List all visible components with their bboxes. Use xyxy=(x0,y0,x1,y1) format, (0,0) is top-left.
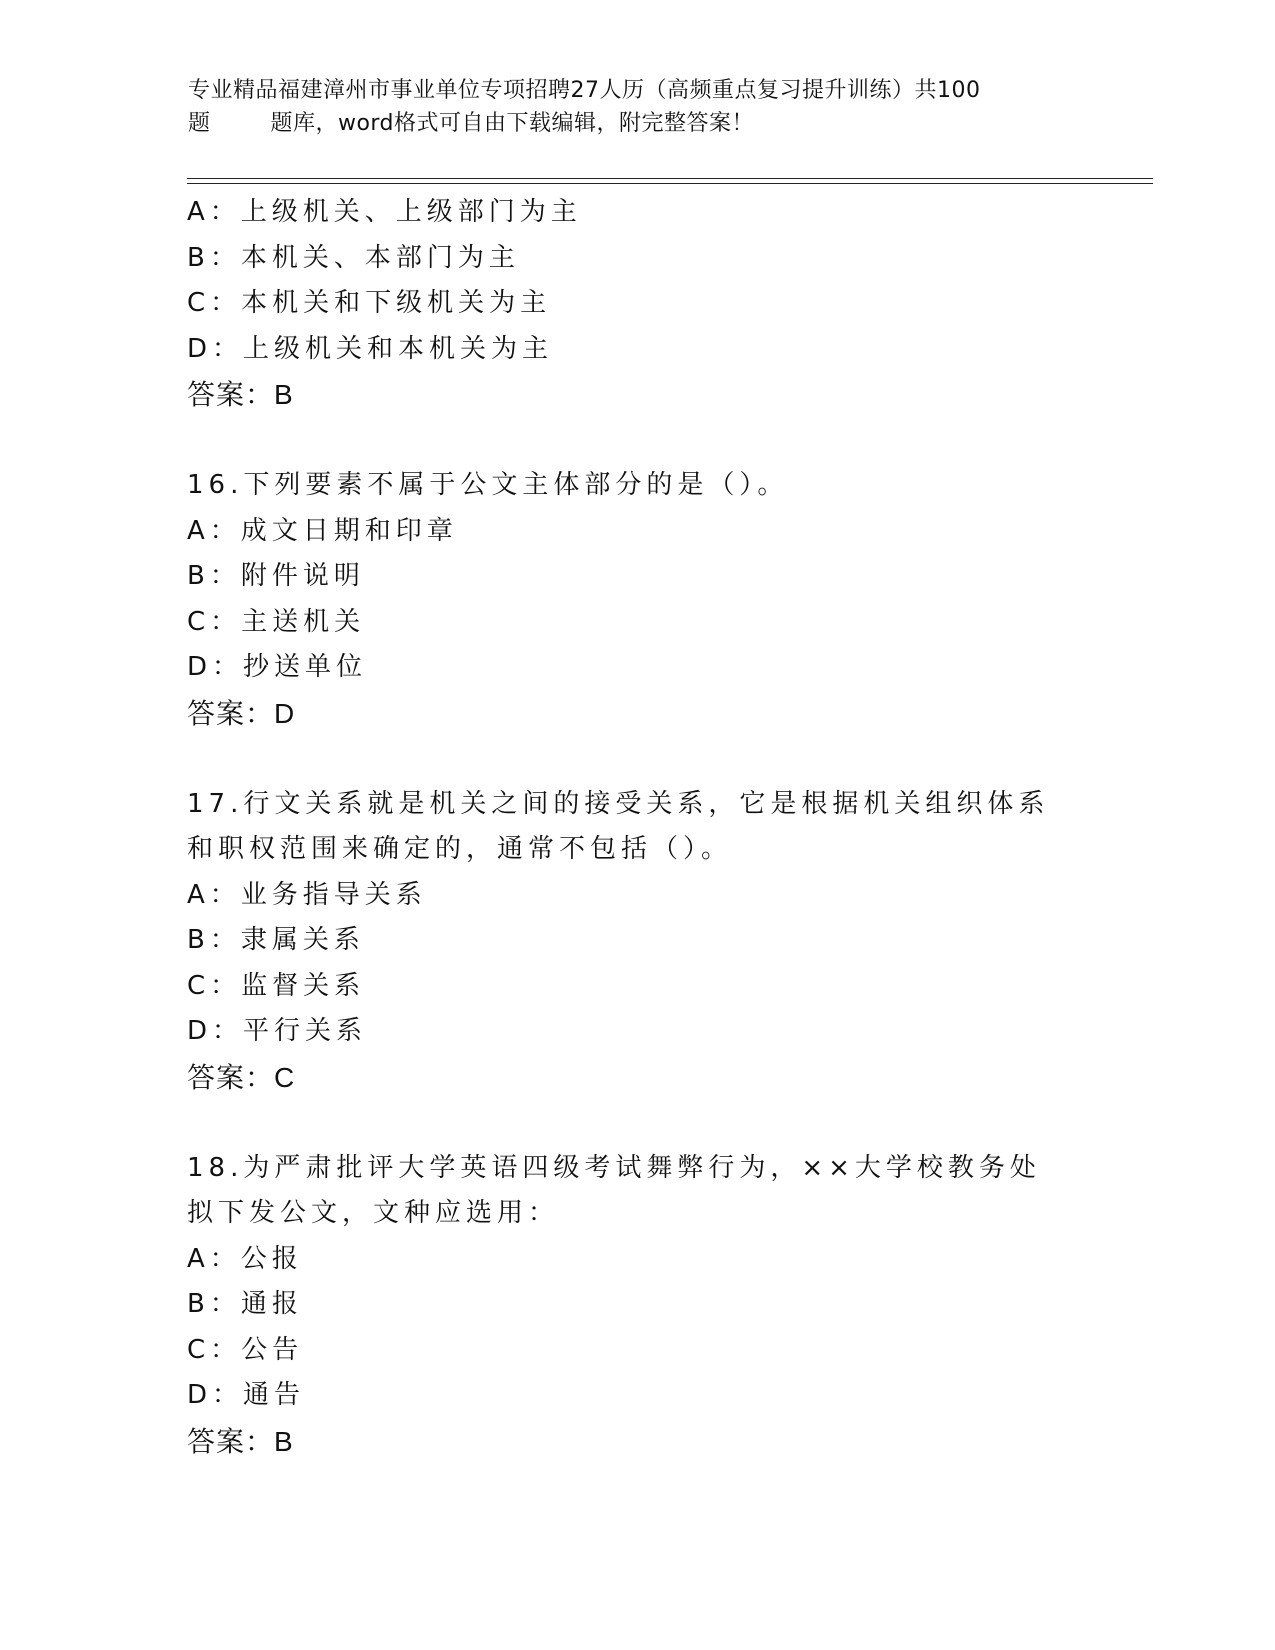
option-d: D：抄送单位 xyxy=(187,652,368,682)
answer-line: 答案：D xyxy=(187,697,296,729)
option-a: A：上级机关、上级部门为主 xyxy=(187,197,582,227)
header-divider-top xyxy=(187,178,1153,179)
question-block-15 xyxy=(187,190,1087,418)
header-divider-bottom xyxy=(187,183,1153,184)
option-d: D：平行关系 xyxy=(187,1016,368,1046)
answer-line: 答案：B xyxy=(187,379,294,410)
option-a: A：成文日期和印章 xyxy=(187,515,458,546)
question-number: 17. xyxy=(187,788,244,819)
question-stem: 行文关系就是机关之间的接受关系，它是根据机关组织体系和职权范围来确定的，通常不包括（）。 xyxy=(187,788,1050,864)
option-a: A：公报 xyxy=(187,1243,303,1274)
option-c: C：监督关系 xyxy=(187,970,366,1001)
question-stem: 为严肃批评大学英语四级考试舞弊行为，××大学校教务处拟下发公文，文种应选用： xyxy=(187,1152,1041,1228)
question-block-16 xyxy=(187,463,1087,736)
question-list xyxy=(187,190,1087,1464)
question-number: 18. xyxy=(187,1152,244,1183)
option-c: C：本机关和下级机关为主 xyxy=(187,288,552,318)
option-b: B：通报 xyxy=(187,1289,303,1319)
option-b: B：本机关、本部门为主 xyxy=(187,242,520,273)
option-c: C：公告 xyxy=(187,1334,304,1365)
option-a: A：业务指导关系 xyxy=(187,879,427,910)
option-d: D：通告 xyxy=(187,1380,306,1410)
header-title-line-1: 专业精品福建漳州市事业单位专项招聘27人历（高频重点复习提升训练）共100 xyxy=(188,78,981,103)
spacer xyxy=(187,1100,1087,1146)
answer-line: 答案：B xyxy=(187,1425,294,1457)
option-b: B：隶属关系 xyxy=(187,925,365,955)
spacer xyxy=(187,418,1087,464)
question-text xyxy=(187,463,1067,509)
option-d: D：上级机关和本机关为主 xyxy=(187,333,554,364)
question-stem: 下列要素不属于公文主体部分的是（）。 xyxy=(243,470,789,500)
question-block-18 xyxy=(187,1146,1087,1465)
option-b: B：附件说明 xyxy=(187,561,365,591)
option-c: C：主送机关 xyxy=(187,606,366,637)
spacer xyxy=(187,736,1087,782)
header-title-line-2: 题 题库，word格式可自由下载编辑，附完整答案！ xyxy=(188,111,755,136)
question-text xyxy=(187,1146,1067,1237)
document-header xyxy=(188,74,1068,140)
answer-line: 答案：C xyxy=(187,1061,296,1093)
question-text xyxy=(187,782,1067,873)
question-number: 16. xyxy=(187,470,244,500)
question-block-17 xyxy=(187,782,1087,1101)
